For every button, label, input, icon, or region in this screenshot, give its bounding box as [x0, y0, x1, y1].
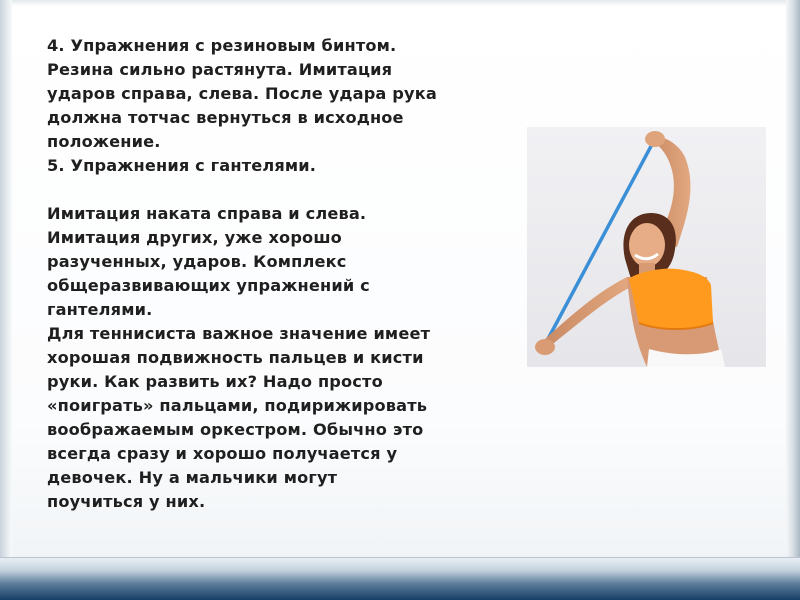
text-line: руки. Как развить их? Надо просто [47, 372, 383, 391]
text-line: 4. Упражнения с резиновым бинтом. [47, 36, 397, 55]
right-edge-gradient [786, 0, 800, 600]
text-line: положение. [47, 132, 161, 151]
bottom-blue-band [0, 558, 800, 600]
blank-line [47, 178, 457, 202]
text-line: Имитация наката справа и слева. [47, 204, 367, 223]
text-line: ударов справа, слева. После удара рука [47, 84, 437, 103]
text-line: всегда сразу и хорошо получается у [47, 444, 398, 463]
exercise-photo [527, 127, 766, 367]
text-line: поучиться у них. [47, 492, 206, 511]
text-line: разученных, ударов. Комплекс [47, 252, 347, 271]
text-line: общеразвивающих упражнений с [47, 276, 370, 295]
top-hand [645, 131, 665, 147]
text-line: Имитация других, уже хорошо [47, 228, 342, 247]
text-line: гантелями. [47, 300, 153, 319]
top-strip [0, 0, 800, 6]
orange-sports-top [629, 269, 713, 329]
text-line: Для теннисиста важное значение имеет [47, 324, 431, 343]
text-line: девочек. Ну а мальчики могут [47, 468, 338, 487]
text-line: хорошая подвижность пальцев и кисти [47, 348, 424, 367]
bottom-hand [535, 339, 555, 355]
woman-with-resistance-band-illustration [527, 127, 766, 367]
left-edge-gradient [0, 0, 12, 600]
body-text [47, 34, 457, 514]
text-line: воображаемым оркестром. Обычно это [47, 420, 424, 439]
text-line: «поиграть» пальцами, подирижировать [47, 396, 428, 415]
text-line: 5. Упражнения с гантелями. [47, 156, 317, 175]
text-line: должна тотчас вернуться в исходное [47, 108, 404, 127]
face [629, 223, 665, 267]
text-line: Резина сильно растянута. Имитация [47, 60, 393, 79]
